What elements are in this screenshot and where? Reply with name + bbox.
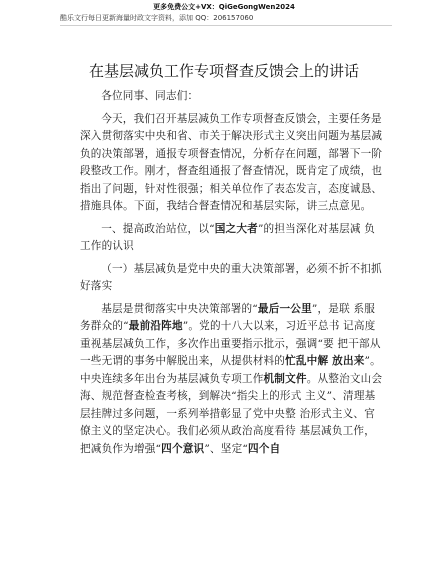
section-heading-1 <box>80 221 385 256</box>
paragraph-body <box>80 301 385 459</box>
body-emphasis-3: 忙乱中解 放出来 <box>285 355 365 367</box>
body-text-1: 基层是贯彻落实中央决策部署的“ <box>101 302 258 315</box>
section-heading-1-post: ”的担当深化对基层减 负工作的认识 <box>80 222 376 252</box>
body-text-3: ”。党的十八大以来，习近平总书 记高度重视基层减负工作，多次作出重要指示批示，强调“要 把干部从一些无谓的事务中解脱出来，从提供材料的 <box>80 320 381 367</box>
subsection-heading-1: （一）基层减负是党中央的重大决策部署，必须不折不扣抓好落实 <box>80 262 382 292</box>
body-text-5: 。从整治文山会海、规范督查检查考核，到解决“指尖上的形式 主义”、清理基层挂牌过多问题，一系列举措彰显了党中央整 治形式主义、官僚主义的坚定决心。我们必须从政治高度看待 基层减负工作，把减负作为增强“ <box>80 372 383 455</box>
body-emphasis-6: 四个自 <box>247 442 281 455</box>
section-heading-1-pre: 一、提高政治站位，以“ <box>101 222 215 235</box>
body-text-2: ”，是联 系服务群众的“ <box>80 302 376 332</box>
body-text-6: ”、坚定“ <box>204 442 248 455</box>
page-header: 酷乐文行每日更新海量时政文字资料，添加 QQ：206157060 <box>60 14 254 22</box>
paragraph-intro: 今天，我们召开基层减负工作专项督查反馈会，主要任务是深入贯彻落实中央和省、市关于解决形式主义突出问题为基层减负的决策部署，通报专项督查情况，分析存在问题，部署下一阶段整改工作。刚才，督查组通报了督查情况，既肯定了成绩，也指出了问题，针对性很强；相关单位作了表态发言，态度诚恳、措施具体。下面，我结合督查情况和基层实际，讲三点意见。 <box>80 112 383 212</box>
greeting: 各位同事、同志们： <box>101 90 199 102</box>
body-text-4: ”。中央连续多年出台为基层减负专项工作 <box>80 355 381 385</box>
watermark-text: 更多免费公文+VX：QiGeGongWen2024 <box>153 3 295 11</box>
body-emphasis-5: 四个意识 <box>161 442 205 455</box>
header-divider <box>60 25 392 26</box>
section-heading-1-emphasis: 国之大者 <box>214 222 258 235</box>
document-body <box>80 88 385 460</box>
document-title: 在基层减负工作专项督查反馈会上的讲话 <box>88 62 359 80</box>
body-emphasis-2: 最前沿阵地 <box>128 320 183 332</box>
body-emphasis-4: 机制文件 <box>263 372 307 385</box>
body-emphasis-1: 最后一公里 <box>257 302 312 315</box>
